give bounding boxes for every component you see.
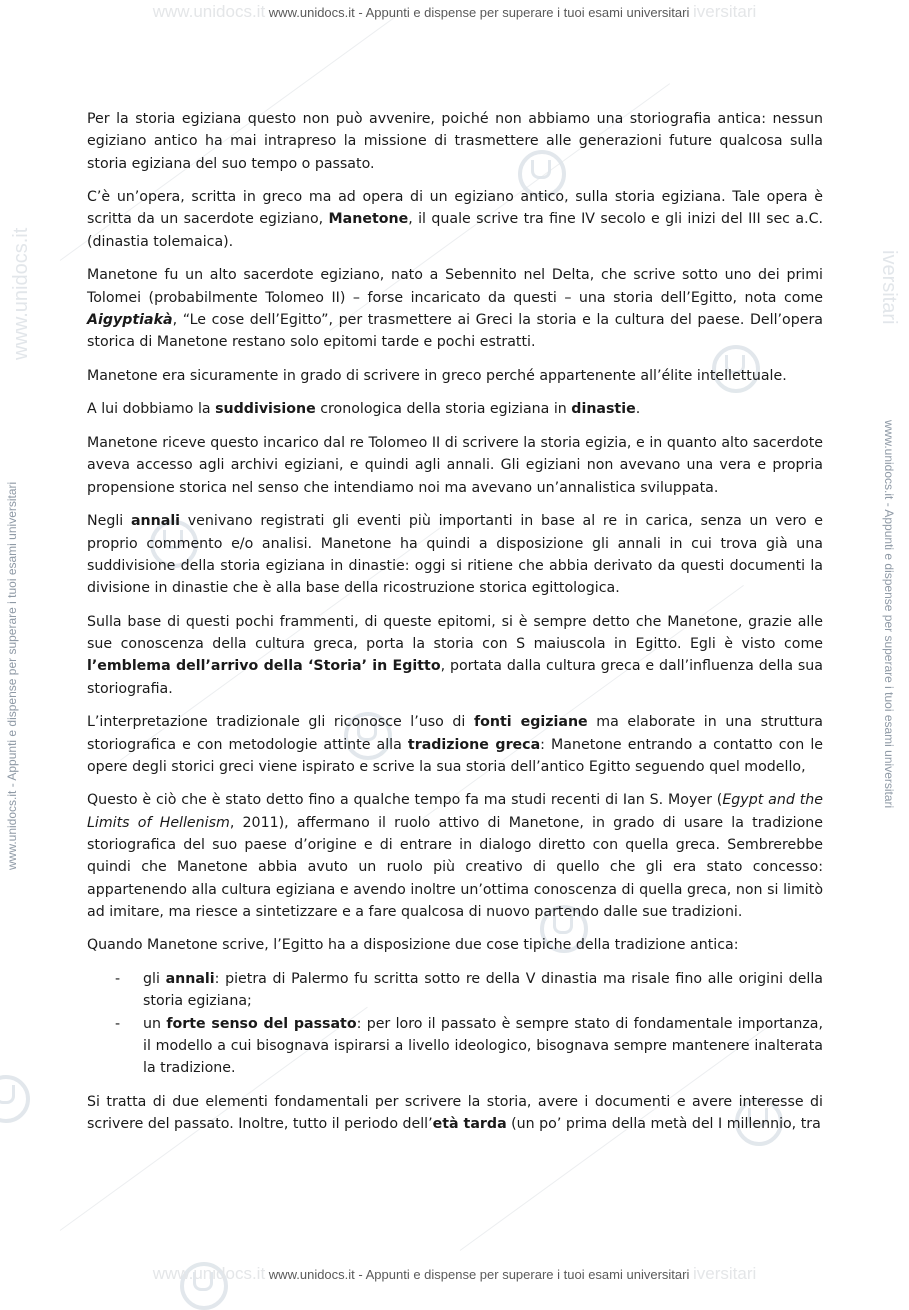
text-run: Quando Manetone scrive, l’Egitto ha a disposizione due cose tipiche della tradizione antica: bbox=[87, 937, 739, 954]
text-run: ma elaborate in una struttura storiografica e con metodologie attinte alla bbox=[87, 714, 823, 753]
text-run: Manetone riceve questo incarico dal re Tolomeo II di scrivere la storia egizia, e in quanto alto sacerdote aveva accesso agli archivi egiziani, e quindi agli annali. Gli egiziani non avevano una vera e propria propensione storica nel senso che intendiamo noi ma avevano un’annalistica sviluppata. bbox=[87, 435, 823, 496]
paragraph bbox=[87, 934, 823, 956]
header-watermark-text: www.unidocs.it - Appunti e dispense per superare i tuoi esami universitari bbox=[268, 5, 690, 20]
watermark-logo-icon bbox=[180, 1262, 228, 1310]
text-run: : per loro il passato è sempre stato di fondamentale importanza, il modello a cui bisognava ispirarsi a livello ideologico, bisognava sempre mantenere inalterata la tradizione. bbox=[143, 1015, 823, 1077]
right-side-watermark: www.unidocs.it - Appunti e dispense per superare i tuoi esami universitari bbox=[882, 420, 896, 809]
bold-text: Manetone bbox=[328, 211, 409, 228]
list-item bbox=[87, 1013, 823, 1080]
paragraph bbox=[87, 611, 823, 700]
header-watermark-faint: www.unidocs.it bbox=[152, 2, 266, 21]
document-body bbox=[87, 108, 823, 1146]
text-run: venivano registrati gli eventi più importanti in base al re in carica, senza un vero e proprio commento e/o analisi. Manetone ha quindi a disposizione gli annali in cui trova già una suddivisione della storia egiziana in dinastie: oggi si ritiene che abbia derivato da questi documenti la divisione in dinastie che è alla base della ricostruzione storica egittologica. bbox=[87, 513, 823, 597]
paragraph bbox=[87, 108, 823, 175]
bold-text: Aigyptiakà bbox=[87, 311, 173, 328]
text-run: , 2011), affermano il ruolo attivo di Manetone, in grado di usare la tradizione storiografica del suo paese d’origine e di entrare in dialogo diretto con quella greca. Sembrerebbe quindi che Manetone abbia avuto un ruolo più creativo di quello che gli era stato concesso: appartenendo alla cultura egiziana e avendo inoltre un’ottima conoscenza di quella greca, non si limitò ad imitare, ma riesce a sintetizzare e a fare qualcosa di nuovo partendo dalle sue tradizioni. bbox=[87, 814, 823, 920]
paragraph bbox=[87, 432, 823, 499]
paragraph bbox=[87, 398, 823, 420]
text-run: Per la storia egiziana questo non può avvenire, poiché non abbiamo una storiografia antica: nessun egiziano antico ha mai intrapreso la missione di trasmettere alle generazioni future qualcosa sulla storia egiziana del suo tempo o passato. bbox=[87, 111, 823, 172]
paragraphs bbox=[87, 108, 823, 957]
bold-text: forte senso del passato bbox=[166, 1015, 357, 1032]
bullet-list bbox=[87, 968, 823, 1079]
text-run: , il quale scrive tra fine IV secolo e gli inizi del III sec a.C. (dinastia tolemaica). bbox=[87, 211, 823, 250]
text-run: , portata dalla cultura greca e dall’influenza della sua storiografia. bbox=[87, 658, 823, 697]
bold-text: età tarda bbox=[432, 1115, 507, 1132]
footer-watermark-text: www.unidocs.it - Appunti e dispense per superare i tuoi esami universitari bbox=[268, 1267, 690, 1282]
text-run: Si tratta di due elementi fondamentali per scrivere la storia, avere i documenti e avere interesse di scrivere del passato. Inoltre, tutto il periodo dell’ bbox=[87, 1093, 823, 1132]
text-run: Negli bbox=[87, 513, 131, 530]
bold-text: fonti egiziane bbox=[473, 714, 588, 731]
watermark-logo-icon bbox=[0, 1075, 30, 1123]
bold-text: annali bbox=[130, 513, 181, 530]
text-run: gli bbox=[143, 971, 166, 988]
footer-watermark-faint: iversitari bbox=[692, 1264, 757, 1283]
footer-watermark-faint: www.unidocs.it bbox=[152, 1264, 266, 1283]
paragraph bbox=[87, 711, 823, 778]
paragraph bbox=[87, 789, 823, 923]
text-run: . bbox=[635, 401, 641, 418]
bold-text: annali bbox=[165, 971, 215, 988]
text-run: (un po’ prima della metà del I millennio, tra bbox=[506, 1115, 821, 1132]
paragraph bbox=[87, 264, 823, 353]
closing-paragraphs bbox=[87, 1091, 823, 1136]
italic-text: Egypt and the Limits of Hellenism bbox=[87, 792, 823, 831]
paragraph bbox=[87, 1091, 823, 1136]
text-run: A lui dobbiamo la bbox=[87, 401, 216, 418]
text-run: : pietra di Palermo fu scritta sotto re della V dinastia ma risale fino alle origini della storia egiziana; bbox=[143, 971, 823, 1010]
bold-text: tradizione greca bbox=[407, 736, 541, 753]
text-run: C’è un’opera, scritta in greco ma ad opera di un egiziano antico, sulla storia egiziana. Tale opera è scritta da un sacerdote egiziano, bbox=[87, 189, 823, 228]
left-side-watermark: www.unidocs.it - Appunti e dispense per superare i tuoi esami universitari bbox=[5, 481, 19, 870]
header-watermark bbox=[0, 2, 909, 22]
text-run: Sulla base di questi pochi frammenti, di queste epitomi, si è sempre detto che Manetone, grazie alle sue conoscenza della cultura greca, porta la storia con S maiuscola in Egitto. Egli è visto come bbox=[87, 613, 823, 653]
bold-text: l’emblema dell’arrivo della ‘Storia’ in Egitto bbox=[87, 658, 441, 675]
bold-text: suddivisione bbox=[215, 401, 316, 418]
text-run: un bbox=[143, 1015, 167, 1032]
paragraph bbox=[87, 510, 823, 599]
bold-text: dinastie bbox=[571, 401, 636, 418]
text-run: , “Le cose dell’Egitto”, per trasmettere ai Greci la storia e la cultura del paese. Dell’opera storica di Manetone restano solo epitomi tarde e pochi estratti. bbox=[87, 311, 823, 351]
text-run: Questo è ciò che è stato detto fino a qualche tempo fa ma studi recenti di Ian S. Moyer ( bbox=[87, 792, 723, 809]
text-run: Manetone era sicuramente in grado di scrivere in greco perché appartenente all’élite intellettuale. bbox=[87, 367, 787, 384]
text-run: L’interpretazione tradizionale gli riconosce l’uso di bbox=[87, 714, 474, 731]
left-faint-watermark: www.unidocs.it bbox=[10, 227, 32, 360]
list-item bbox=[87, 968, 823, 1013]
paragraph bbox=[87, 365, 823, 387]
paragraph bbox=[87, 186, 823, 253]
text-run: cronologica della storia egiziana in bbox=[315, 401, 572, 418]
right-faint-watermark: iversitari bbox=[878, 250, 900, 325]
header-watermark-faint: iversitari bbox=[692, 2, 757, 21]
footer-watermark bbox=[0, 1264, 909, 1284]
text-run: Manetone fu un alto sacerdote egiziano, nato a Sebennito nel Delta, che scrive sotto uno dei primi Tolomei (probabilmente Tolomeo II) – forse incaricato da questi – una storia dell’Egitto, nota come bbox=[87, 267, 823, 306]
text-run: : Manetone entrando a contatto con le opere degli storici greci viene ispirato e scrive la sua storia dell’antico Egitto seguendo quel modello, bbox=[87, 736, 823, 775]
